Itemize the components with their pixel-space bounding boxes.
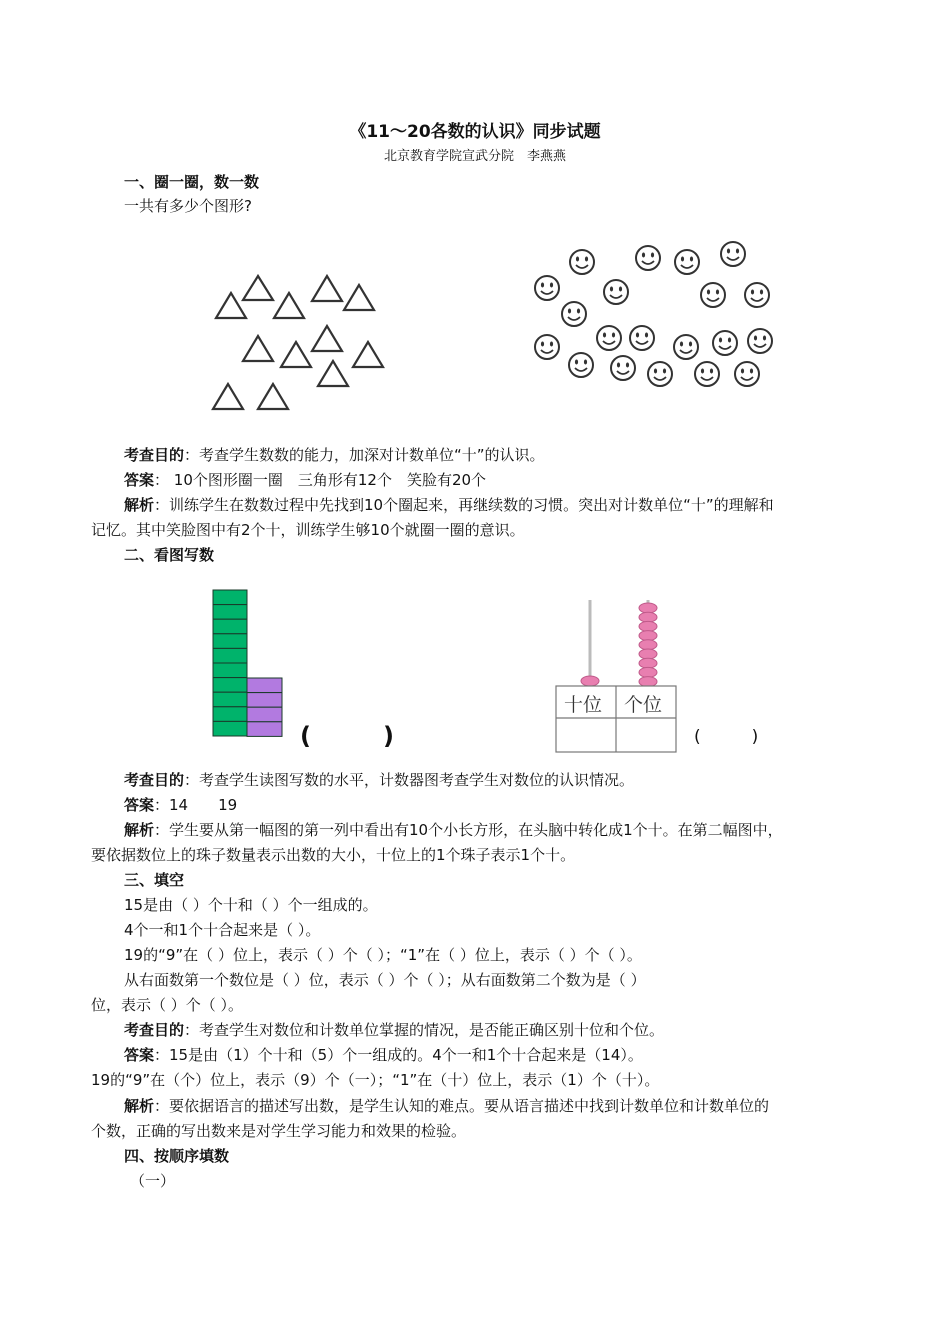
ones-bead xyxy=(639,667,657,677)
green-column xyxy=(213,590,247,736)
smiley xyxy=(597,326,621,350)
smiley xyxy=(535,276,559,300)
s2-purpose: 考查目的：考查学生读图写数的水平，计数器图考查学生对数位的认识情况。 xyxy=(124,771,635,789)
s3-q2: 4个一和1个十合起来是（ ）。 xyxy=(124,921,321,939)
section-2-heading: 二、看图写数 xyxy=(124,546,215,564)
triangle xyxy=(243,336,273,361)
smiley xyxy=(611,356,635,380)
ones-bead xyxy=(639,603,657,613)
purple-column xyxy=(247,678,282,736)
triangle xyxy=(243,276,273,300)
section-4-sub: （一） xyxy=(130,1172,176,1190)
blocks-figure xyxy=(213,590,282,736)
green-block xyxy=(213,590,247,605)
smiley xyxy=(636,246,660,270)
smiley xyxy=(721,242,745,266)
smiley xyxy=(675,250,699,274)
s3-q1: 15是由（ ）个十和（ ）个一组成的。 xyxy=(124,896,378,914)
triangle xyxy=(312,326,342,351)
green-block xyxy=(213,678,247,693)
s3-q4-cont: 位，表示（ ）个（ ）。 xyxy=(91,996,244,1014)
s1-purpose: 考查目的：考查学生数数的能力，加深对计数单位“十”的认识。 xyxy=(124,446,545,464)
s3-q4: 从右面数第一个数位是（ ）位，表示（ ）个（ ）；从右面数第二个数为是（ ） xyxy=(124,971,646,989)
abacus-ones-label: 个位 xyxy=(624,694,663,716)
triangle xyxy=(216,293,246,318)
purple-block xyxy=(247,722,282,737)
green-block xyxy=(213,619,247,634)
triangle xyxy=(258,384,288,409)
section-1-question: 一共有多少个图形? xyxy=(124,197,252,215)
purple-block xyxy=(247,707,282,722)
triangle xyxy=(274,293,304,318)
tens-bead xyxy=(581,676,599,686)
s3-q3: 19的“9”在（ ）位上，表示（ ）个（ ）；“1”在（ ）位上，表示（ ）个（ ）。 xyxy=(124,946,642,964)
green-block xyxy=(213,634,247,649)
ones-bead xyxy=(639,677,657,687)
s1-analysis-cont: 记忆。其中笑脸图中有2个十，训练学生够10个就圈一圈的意识。 xyxy=(91,521,525,539)
smiley xyxy=(713,331,737,355)
green-block xyxy=(213,721,247,736)
s3-answer: 答案：15是由（1）个十和（5）个一组成的。4个一和1个十合起来是（14）。 xyxy=(124,1046,643,1064)
triangle xyxy=(318,361,348,386)
triangle xyxy=(312,276,342,301)
abacus-answer-paren: ( ) xyxy=(694,727,759,747)
smiley xyxy=(735,362,759,386)
smiley xyxy=(562,302,586,326)
smiley xyxy=(569,353,593,377)
s1-answer: 答案： 10个图形圈一圈 三角形有12个 笑脸有20个 xyxy=(124,471,487,489)
author-line: 北京教育学院宣武分院 李燕燕 xyxy=(383,149,566,164)
triangle xyxy=(353,342,383,367)
green-block xyxy=(213,707,247,722)
s3-analysis: 解析：要依据语言的描述写出数，是学生认知的难点。要从语言描述中找到计数单位和计数单位的 xyxy=(124,1097,770,1115)
ones-bead xyxy=(639,649,657,659)
smiley xyxy=(604,280,628,304)
blocks-answer-paren: ( ) xyxy=(300,722,394,750)
ones-bead xyxy=(639,621,657,631)
ones-beads xyxy=(639,603,657,687)
abacus-figure xyxy=(556,600,676,752)
smiley xyxy=(674,335,698,359)
smiley xyxy=(535,335,559,359)
purple-block xyxy=(247,693,282,708)
purple-block xyxy=(247,678,282,693)
green-block xyxy=(213,605,247,620)
s2-analysis: 解析：学生要从第一幅图的第一列中看出有10个小长方形，在头脑中转化成1个十。在第二幅图中， xyxy=(124,821,783,839)
green-block xyxy=(213,663,247,678)
s3-analysis-cont: 个数，正确的写出数来是对学生学习能力和效果的检验。 xyxy=(91,1122,467,1140)
s2-answer: 答案：14 19 xyxy=(124,796,238,814)
triangles-figure xyxy=(213,276,383,409)
section-3-heading: 三、填空 xyxy=(124,871,185,889)
ones-bead xyxy=(639,640,657,650)
abacus-tens-label: 十位 xyxy=(564,694,603,716)
section-4-heading: 四、按顺序填数 xyxy=(124,1147,230,1165)
smiley xyxy=(630,326,654,350)
smiley xyxy=(570,250,594,274)
smiley xyxy=(701,283,725,307)
ones-bead xyxy=(639,631,657,641)
s3-answer-cont: 19的“9”在（个）位上，表示（9）个（一）；“1”在（十）位上，表示（1）个（十）。 xyxy=(91,1071,660,1089)
smiley xyxy=(695,362,719,386)
smiley xyxy=(748,329,772,353)
smileys-figure xyxy=(535,242,772,386)
section-1-heading: 一、圈一圈，数一数 xyxy=(124,173,260,191)
ones-bead xyxy=(639,612,657,622)
green-block xyxy=(213,692,247,707)
triangle xyxy=(213,384,243,409)
page-title: 《11～20各数的认识》同步试题 xyxy=(349,122,601,142)
smiley xyxy=(648,362,672,386)
triangle xyxy=(281,342,311,367)
s3-purpose: 考查目的：考查学生对数位和计数单位掌握的情况，是否能正确区别十位和个位。 xyxy=(124,1021,665,1039)
ones-bead xyxy=(639,658,657,668)
smiley xyxy=(745,283,769,307)
s2-analysis-cont: 要依据数位上的珠子数量表示出数的大小，十位上的1个珠子表示1个十。 xyxy=(91,846,576,864)
s1-analysis: 解析：训练学生在数数过程中先找到10个圈起来，再继续数的习惯。突出对计数单位“十”的理解和 xyxy=(124,496,774,514)
triangle xyxy=(344,285,374,310)
green-block xyxy=(213,648,247,663)
